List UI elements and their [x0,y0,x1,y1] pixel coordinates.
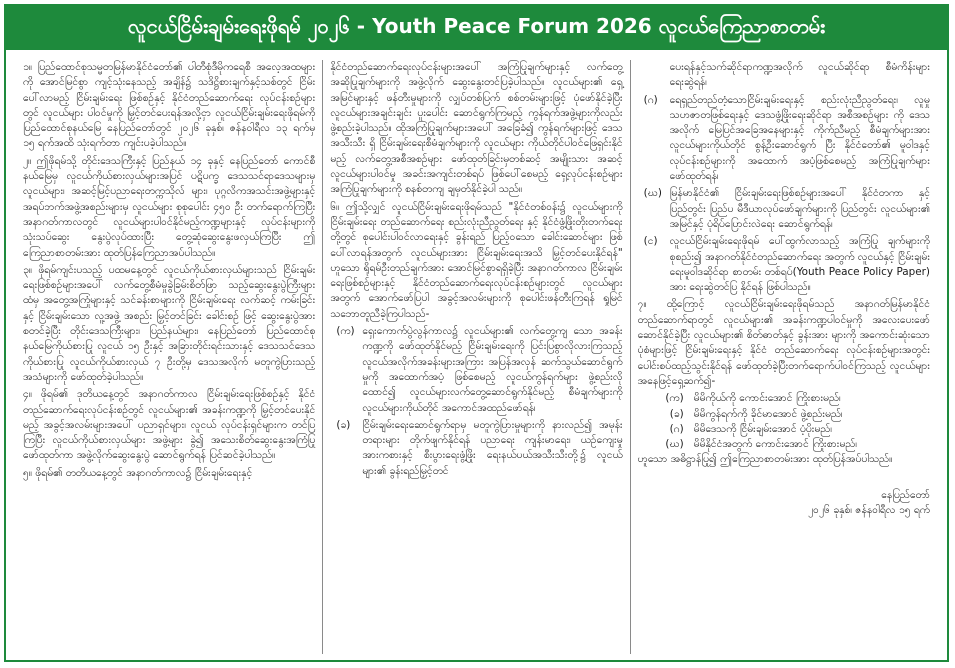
paragraph-6: ၆။ ဤသို့လျှင် လူငယ်ငြိမ်းချမ်းရေးဖိုရမ်သည် "နိုင်ငံတစ်ဝန်း၌ လူငယ်များကို ငြိမ်းချမ်းရေး တည်ဆောက်ရေး စည်းလုံးညီညွတ်ရေး နှင့် နိုင်ငံဖွံ့ဖြိုးတိုးတက်ရေးတို့တွင် စုပေါင်းပါဝင်လာရေးနှင့် ခွန်းရည် ပြည့်ဝသော ခေါင်းဆောင်များ ဖြစ်ပေါ်လာရန်အတွက် လူငယ်များအား ငြိမ်းချမ်းရေးအသိ မြှင့်တင်ပေးနိုင်ရန်" ဟူသော ရိုရမ်ဦးတည်ချက်အား အောင်မြင်စွာရရှိခဲ့ပြီး အနာဂတ်ကာလ ငြိမ်းချမ်းရေးဖြစ်စဉ်များနှင့် နိုင်ငံတည်ဆောက်ရေးလုပ်ငန်းစဉ်များတွင် လူငယ်များအတွက် အောက်ဖော်ပြပါ အခွင့်အလမ်းများကို စုပေါင်းဖန်တီးကြရန် ရှုမြင် သဘောတူညီခဲ့ကြပါသည်- [330,200,623,320]
clause-text: မြန်မာနိုင်ငံ၏ ငြိမ်းချမ်းရေးဖြစ်စဉ်များအပေါ် နိုင်ငံတကာ နှင့် ပြည်တွင်း ပြည်ပ မီဒီယာလုပ်ဖော်ချက်များကို ပြည်တွင်း လူငယ်များ၏ အမြင်နှင့် ပုံရိပ်ပြောင်းလဲရေး ဆောင်ရွက်ရန်၊ [669,187,930,230]
clause-label: (ခ) [336,418,351,431]
clause-ga [638,93,930,185]
pledge-text: မိမိဒေသကို ငြိမ်းချမ်းအောင် ပံ့ပိုးမည်၊ [693,422,833,435]
declaration-frame [4,4,949,662]
pledge-label: (က) [665,392,684,405]
sign-place: နေပြည်တော် [881,488,930,501]
paragraph-2: ၂။ ဤဖိုရမ်သို့ တိုင်းဒေသကြီးနှင့် ပြည်နယ် ၁၄ ခုနှင့် နေပြည်တော် ကောင်စီနယ်မြေမှ လူငယ်ကိုယ်စားလှယ်များအပြင် ပဋိပက္ခ ဒေသသင်ရာဒေသများမှ လူငယ်များ၊ အဆင့်မြင့်ပညာရေးတက္ကသိုလ် များ၊ ပုဂ္ဂလိကအသင်းအဖွဲ့များနှင့် အရပ်ဘက်အဖွဲ့အစည်းများမှ လူငယ်များ စုစုပေါင်း ၄၅၀ ဦး တက်ရောက်ကြပြီး အနာဂတ်ကာလတွင် လူငယ်များပါဝင်နိုင်မည့်ကဏ္ဍများနှင့် လုပ်ငန်းများကို သုံးသပ်ဆွေး နွေးပွဲလုပ်ထားပြီး တွေ့ဆုံဆွေးနွေးဖလှယ်ကြပြီး ဤကြေညာစာတမ်းအား ထုတ်ပြန်ကြေညာအပ်ပါသည်။ [23,154,316,259]
closing-line: ဟူသော အဓိဋ္ဌာန်ပြု၍ ဤကြေညာစာတမ်းအား ထုတ်ပြန်အပ်ပါသည်။ [637,453,893,466]
paragraph-1: ၁။ ပြည်ထောင်စုသမ္မတမြန်မာနိုင်ငံတော်၏ ပါတီစုံဒီမိုကရေစီ အလေ့အထများကို အောင်မြင်စွာ ကျင့်သုံးနေသည့် အချိန်၌ သဒိဋ္ဌိစားချက်နှင့်သစ်တွင် ငြိမ်းပေါ်လာမည့် ငြိမ်းချမ်းရေး ဖြစ်စဉ်နှင့် နိုင်ငံတည်ဆောက်ရေး လုပ်ငန်းစဉ်များတွင် လူငယ်များ ပါဝင်မှုကို မြှင့်တင်ပေးရန်အလို့ငှာ လူငယ်ငြိမ်းချမ်းရေးဖိုရမ်ကို ပြည်ထောင်စုနယ်မြေ နေပြည်တော်တွင် ၂၀၂၆ ခုနှစ်၊ ဇန်နဝါရီလ ၁၃ ရက်မှ ၁၅ ရက်အထိ သုံးရက်တာ ကျင်းပခဲ့ပါသည်။ [23,61,316,150]
clause-label: (ဃ) [643,187,662,200]
paragraph-5-start: ၅။ ဖိုရမ်၏ တတိယနေ့တွင် အနာဂတ်ကာလ၌ ငြိမ်းချမ်းရေးနှင့် [23,466,253,479]
clause-label: (ဂ) [643,93,658,106]
pledge-label: (ခ) [669,407,684,420]
pledge-label: (ဃ) [665,438,684,451]
pledge-text: မိမိကိုယ်ကို ကောင်းအောင် ကြိုးစားမည်၊ [693,392,841,405]
paragraph-7: ၇။ ထို့ကြောင့် လူငယ်ငြိမ်းချမ်းရေးဖိုရမ်သည် အနာဂတ်မြန်မာနိုင်ငံ တည်ဆောက်ရာတွင် လူငယ်များ၏ အခန်းကဏ္ဍပါဝင်မှုကို အလေးပေးဖော်ဆောင်နိုင်ခဲ့ပြီး လူငယ်များ၏ စိတ်ဓာတ်နှင့် ခွန်းအား များကို အကောင်းဆုံးသောပုံစံများဖြင့် ငြိမ်းချမ်းရေးနှင့် နိုင်ငံ တည်ဆောက်ရေး လုပ်ငန်းစဉ်များအတွင်း ပေါင်းစပ်ထည့်သွင်းနိုင်ရန် ဖော်ထုတ်ခဲ့ပြီးတက်ရောက်ပါဝင်ကြသည့် လူငယ်များအနေဖြင့်ရှေ့ဆက်၍- [637,298,930,387]
pledge-text: မိမိကွန်ရက်ကို ခိုင်မာအောင် ဖွဲ့စည်းမည်၊ [693,407,843,420]
pledge-label: (ဂ) [669,422,684,435]
pledge-item-4 [638,437,930,452]
pledge-item-3 [638,422,930,437]
clause-kha [330,418,622,479]
clause-nga [638,234,930,295]
pledge-item-1 [638,391,930,406]
sign-date: ၂၀၂၆ ခုနှစ်၊ ဇန်နဝါရီလ ၁၅ ရက် [808,504,930,517]
paragraph-5-cont: နိုင်ငံတည်ဆောက်ရေးလုပ်ငန်းများအပေါ် အကြံပြုချက်များနှင့် လက်တွေ့အဆိုပြုချက်များကို အဖွဲ့လိုက် ဆွေးနွေးတင်ပြခဲ့ပါသည်။ လူငယ်များ၏ ရှေ့အမြင်များနှင့် ဖန်တီးမှုများကို လျှပ်တစ်ပြက် စစ်တမ်းများဖြင့် ပုံဖော်နိုင်ခဲ့ပြီး လူငယ်များအချင်းချင်း ပူးပေါင်း ဆောင်ရွက်ကြမည့် ကွန်ရက်အဖွဲ့များကိုလည်း ဖွဲ့စည်းခဲ့ပါသည်။ ထိုအကြံပြုချက်များအပေါ် အခြေခံ၍ ကွန်ရက်များဖြင့် ဒေသအသီးသီး ရှိ ငြိမ်းချမ်းရေးစီမံချက်များကို လူငယ်များ ကိုယ်တိုင်ပါဝင်ဖြေရှင်းနိုင် မည့် လက်တွေ့အစီအစဉ်များ ဖော်ထုတ်ခြင်းမှတစ်ဆင့် အမျိုးသား အဆင့် လူငယ်များပါဝင်မှု အခင်းအကျင်းတစ်ရပ် ဖြစ်ပေါ်စေမည့် ရှေ့လုပ်ငန်းစဉ်များ အကြံပြုချက်များကို စနစ်တကျ ချမှတ်နိုင်ခဲ့ပါ သည်။ [330,61,623,196]
column-2 [322,60,629,654]
paragraph-3: ၃။ ဖိုရမ်ကျင်းပသည့် ပထမနေ့တွင် လူငယ်ကိုယ်စားလှယ်များသည် ငြိမ်းချမ်းရေးဖြစ်စဉ်များအပေါ် လက်တွေ့စီမံမှုခွဲခြမ်းစိတ်ဖြာ သည့်ဆွေးနွေးပွဲကြီးများ ထံမှ အတွေ့အကြုံများနှင့် သင်ခန်းစာများကို ငြိမ်းချမ်းရေး လက်ဆင့် ကမ်းခြင်းနှင့် ငြိမ်းချမ်းသော လူ့အဖွဲ့ အစည်း မြှင့်တင်ခြင်း ခေါင်းစဉ် ဖြင့် ဆွေးနွေးပွဲအား စတင်ခဲ့ပြီး တိုင်းဒေသကြီးများ၊ ပြည်နယ်များ၊ နေပြည်တော် ပြည်ထောင်စုနယ်မြေကိုယ်စားပြု လူငယ် ၁၅ ဦးနှင့် အခြားတိုင်းရင်းသားနှင့် ဒေသသင်ဒေသကိုယ်စားပြု လူငယ်ကိုယ်စားလှယ် ၇ ဦးတို့မှ ဒေသအလိုက် မတူကွဲပြားသည့် အသံများကို ဖော်ထုတ်ခဲ့ပါသည်။ [23,263,316,383]
clause-text: လူငယ်ငြိမ်းချမ်းရေးဖိုရမ် ပေါ်ထွက်လာသည့် အကြံပြု ချက်များကိုစုစည်း၍ အနာဂတ်နိုင်ငံတည်ဆောက်ရေး အတွက် လူငယ်နှင့် ငြိမ်းချမ်းရေးမူဝါဒဆိုင်ရာ စာတမ်း တစ်ရပ်(Youth Peace Policy Paper) အား ရေးဆွဲတင်ပြ နိုင်ရန် ဖြစ်ပါသည်။ [669,235,930,294]
clause-label: (င) [643,235,658,248]
column-3 [630,60,937,654]
clause-text: ရှေးကောက်ပွဲလွန်ကာလ၌ လူငယ်များ၏ လက်တွေ့ကျ သော အခန်းကဏ္ဍကို ဖော်ထုတ်နိုင်မည့် ငြိမ်းချမ်းရေးကို ပြင်းပြစွာလိုလားကြသည့် လူငယ်အလိုက်အခန်းများအကြား အပြန်အလှန် ဆက်သွယ်ဆောင်ရွက်မှုကို အထောက်အပံ့ ဖြစ်စေမည့် လူငယ်ကွန်ရက်များ ဖွဲ့စည်းလိုထောင်၍ လူငယ်များလက်တွေ့ဆောင်ရွက်နိုင်မည့် စီမံချက်များကို လူငယ်များကိုယ်တိုင် အကောင်အထည်ဖော်ရန်၊ [362,325,623,414]
pledge-item-2 [638,407,930,422]
page-title: လူငယ်ငြိမ်းချမ်းရေးဖိုရမ် ၂၀၂၆ - Youth Peace Forum 2026 လူငယ်ကြေညာစာတမ်း [6,6,947,50]
clause-gha [638,186,930,232]
pledge-text: မိမိနိုင်ငံအတွက် ကောင်းအောင် ကြိုးစားမည်၊ [693,438,858,451]
column-1 [16,60,322,654]
clause-ka [330,324,622,416]
clause-text: ငြိမ်းချမ်းရေးဆောင်ရွက်ရာမှ မတူကွဲပြားမှုများကို နားလည်၍ အမုန်းတရားများ တိုက်ဖျက်နိုင်ရန် ပညာရေး ကျန်းမာရေး၊ ယဉ်ကျေးမှု အားကစားနှင့် စီးပွားရေးဖွံ့ဖြိုး ရေးနယ်ပယ်အသီးသီးတို့၌ လူငယ်များ၏ ခွန်းရည်မြှင့်တင် [362,418,623,477]
clause-kha-cont: ပေးရန်နှင့်သက်ဆိုင်ရာကဏ္ဍအလိုက် လူငယ်ဆိုင်ရာ စီမံကိန်းများ ရေးဆွဲရန်၊ [669,61,930,89]
body-columns [16,60,937,654]
clause-text: ရေရှည်တည်တံ့သောငြိမ်းချမ်းရေးနှင့် စည်းလုံးညီညွတ်ရေး၊ လူမှုသဟဇာတဖြစ်ရေးနှင့် ဒေသဖွံ့ဖြိုးရေးဆိုင်ရာ အစီအစဉ်များ ကို ဒေသအလိုက် မြေပြင်အခြေအနေများနှင့် ကိုက်ညီမည့် စီမံချက်များအား လူငယ်များကိုယ်တိုင် စွန့်ဦးဆောင်ရွက် ပြီး နိုင်ငံတော်၏ မူဝါဒနှင့် လုပ်ငန်းစဉ်များကို အထောက် အပံ့ဖြစ်စေမည့် အကြံပြုချက်များ ဖော်ထုတ်ရန်၊ [669,93,930,183]
signature-block [638,488,930,519]
clause-label: (က) [336,325,355,338]
paragraph-4: ၄။ ဖိုရမ်၏ ဒုတိယနေ့တွင် အနာဂတ်ကာလ ငြိမ်းချမ်းရေးဖြစ်စဉ်နှင့် နိုင်ငံတည်ဆောက်ရေးလုပ်ငန်းစဉ်တွင် လူငယ်များ၏ အခန်းကဏ္ဍကို မြှင့်တင်ပေးနိုင်မည့် အခွင့်အလမ်းများအပေါ် ပညာရှင်များ၊ လူငယ် လုပ်ငန်းရှင်များက တင်ပြကြပြီး လူငယ်ကိုယ်စားလှယ်များ အဖွဲ့များ ခွဲ၍ အသေးစိတ်ဆွေးနွေးအကြံပြု ဖော်ထုတ်ကာ အဖွဲ့လိုက်ဆွေးနွေးပွဲ ဆောင်ရွက်ရန် ပြင်ဆင်ခဲ့ပါသည်။ [23,388,316,462]
